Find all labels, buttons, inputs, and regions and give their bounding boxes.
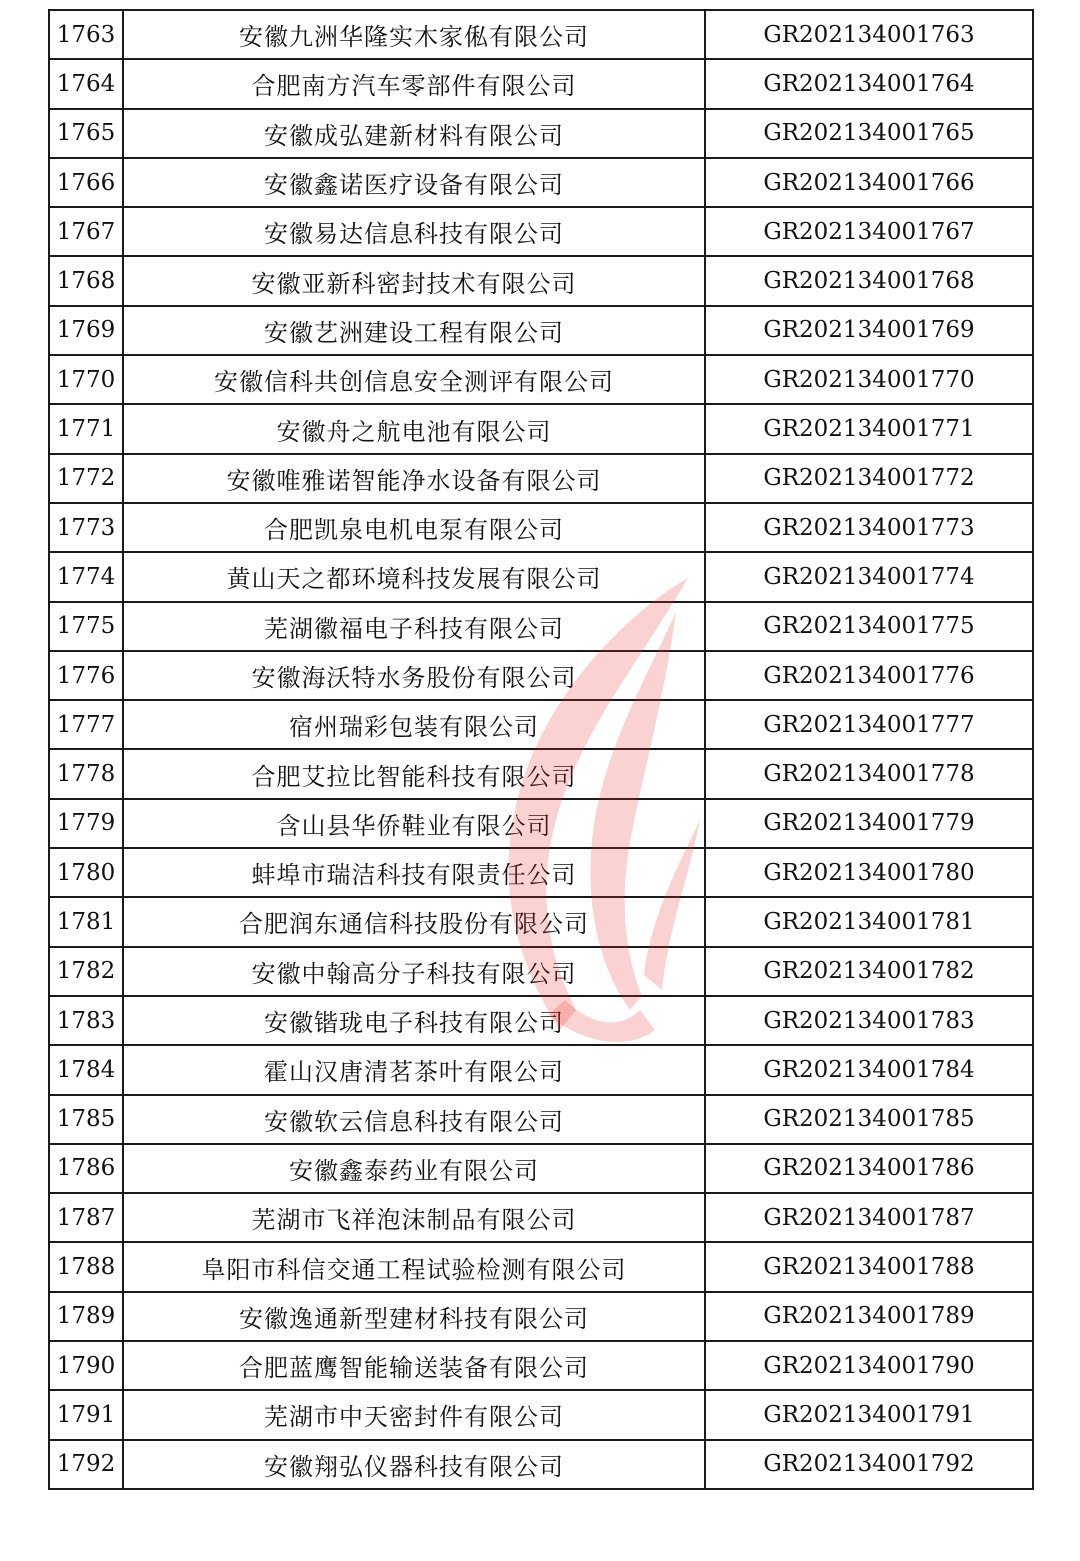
row-number-cell: 1775 — [49, 602, 123, 651]
company-name-cell: 合肥凯泉电机电泵有限公司 — [123, 503, 705, 552]
certificate-code-cell: GR202134001764 — [705, 59, 1033, 108]
table-row — [49, 1045, 1033, 1094]
company-name-cell: 芜湖市飞祥泡沫制品有限公司 — [123, 1193, 705, 1242]
row-number-cell: 1777 — [49, 700, 123, 749]
certificate-code-cell: GR202134001789 — [705, 1292, 1033, 1341]
row-number-cell: 1787 — [49, 1193, 123, 1242]
table-row — [49, 700, 1033, 749]
company-name-cell: 霍山汉唐清茗茶叶有限公司 — [123, 1045, 705, 1094]
row-number-cell: 1765 — [49, 109, 123, 158]
row-number-cell: 1788 — [49, 1242, 123, 1291]
certificate-code-cell: GR202134001783 — [705, 996, 1033, 1045]
certificate-code-cell: GR202134001766 — [705, 158, 1033, 207]
row-number-cell: 1781 — [49, 897, 123, 946]
row-number-cell: 1779 — [49, 799, 123, 848]
row-number-cell: 1791 — [49, 1390, 123, 1439]
table-row — [49, 1095, 1033, 1144]
row-number-cell: 1766 — [49, 158, 123, 207]
company-name-cell: 安徽成弘建新材料有限公司 — [123, 109, 705, 158]
certificate-code-cell: GR202134001769 — [705, 306, 1033, 355]
company-name-cell: 合肥润东通信科技股份有限公司 — [123, 897, 705, 946]
company-name-cell: 安徽中翰高分子科技有限公司 — [123, 947, 705, 996]
certificate-code-cell: GR202134001787 — [705, 1193, 1033, 1242]
table-row — [49, 1390, 1033, 1439]
table-row — [49, 1341, 1033, 1390]
table-row — [49, 897, 1033, 946]
row-number-cell: 1790 — [49, 1341, 123, 1390]
company-name-cell: 安徽鑫诺医疗设备有限公司 — [123, 158, 705, 207]
table-row — [49, 799, 1033, 848]
certificate-code-cell: GR202134001778 — [705, 749, 1033, 798]
certificate-code-cell: GR202134001791 — [705, 1390, 1033, 1439]
certificate-code-cell: GR202134001773 — [705, 503, 1033, 552]
table-row — [49, 355, 1033, 404]
table-row — [49, 207, 1033, 256]
row-number-cell: 1764 — [49, 59, 123, 108]
company-name-cell: 安徽九洲华隆实木家俬有限公司 — [123, 10, 705, 59]
certificate-code-cell: GR202134001786 — [705, 1144, 1033, 1193]
table-row — [49, 404, 1033, 453]
certificate-code-cell: GR202134001768 — [705, 256, 1033, 305]
certificate-code-cell: GR202134001780 — [705, 848, 1033, 897]
company-name-cell: 芜湖徽福电子科技有限公司 — [123, 602, 705, 651]
certificate-code-cell: GR202134001770 — [705, 355, 1033, 404]
table-row — [49, 306, 1033, 355]
row-number-cell: 1785 — [49, 1095, 123, 1144]
company-name-cell: 合肥南方汽车零部件有限公司 — [123, 59, 705, 108]
table-row — [49, 651, 1033, 700]
company-name-cell: 安徽软云信息科技有限公司 — [123, 1095, 705, 1144]
row-number-cell: 1773 — [49, 503, 123, 552]
certificate-code-cell: GR202134001774 — [705, 552, 1033, 601]
company-name-cell: 芜湖市中天密封件有限公司 — [123, 1390, 705, 1439]
table-row — [49, 996, 1033, 1045]
table-row — [49, 10, 1033, 59]
certificate-code-cell: GR202134001784 — [705, 1045, 1033, 1094]
certificate-code-cell: GR202134001777 — [705, 700, 1033, 749]
company-name-cell: 蚌埠市瑞洁科技有限责任公司 — [123, 848, 705, 897]
row-number-cell: 1784 — [49, 1045, 123, 1094]
company-name-cell: 宿州瑞彩包装有限公司 — [123, 700, 705, 749]
row-number-cell: 1774 — [49, 552, 123, 601]
certificate-code-cell: GR202134001767 — [705, 207, 1033, 256]
row-number-cell: 1767 — [49, 207, 123, 256]
table-row — [49, 602, 1033, 651]
company-name-cell: 安徽海沃特水务股份有限公司 — [123, 651, 705, 700]
company-list-sheet — [48, 9, 1032, 1490]
row-number-cell: 1776 — [49, 651, 123, 700]
certificate-code-cell: GR202134001763 — [705, 10, 1033, 59]
company-name-cell: 安徽唯雅诺智能净水设备有限公司 — [123, 454, 705, 503]
certificate-code-cell: GR202134001776 — [705, 651, 1033, 700]
row-number-cell: 1789 — [49, 1292, 123, 1341]
table-row — [49, 503, 1033, 552]
company-name-cell: 合肥蓝鹰智能输送装备有限公司 — [123, 1341, 705, 1390]
certificate-code-cell: GR202134001788 — [705, 1242, 1033, 1291]
row-number-cell: 1763 — [49, 10, 123, 59]
table-row — [49, 749, 1033, 798]
company-name-cell: 黄山天之都环境科技发展有限公司 — [123, 552, 705, 601]
row-number-cell: 1772 — [49, 454, 123, 503]
company-name-cell: 安徽逸通新型建材科技有限公司 — [123, 1292, 705, 1341]
company-table-body — [49, 10, 1033, 1489]
row-number-cell: 1786 — [49, 1144, 123, 1193]
table-row — [49, 158, 1033, 207]
row-number-cell: 1783 — [49, 996, 123, 1045]
company-name-cell: 合肥艾拉比智能科技有限公司 — [123, 749, 705, 798]
company-name-cell: 阜阳市科信交通工程试验检测有限公司 — [123, 1242, 705, 1291]
certificate-code-cell: GR202134001785 — [705, 1095, 1033, 1144]
company-name-cell: 安徽易达信息科技有限公司 — [123, 207, 705, 256]
certificate-code-cell: GR202134001772 — [705, 454, 1033, 503]
table-row — [49, 947, 1033, 996]
certificate-code-cell: GR202134001782 — [705, 947, 1033, 996]
table-row — [49, 454, 1033, 503]
table-row — [49, 1242, 1033, 1291]
row-number-cell: 1768 — [49, 256, 123, 305]
company-name-cell: 安徽信科共创信息安全测评有限公司 — [123, 355, 705, 404]
certificate-code-cell: GR202134001781 — [705, 897, 1033, 946]
certificate-code-cell: GR202134001765 — [705, 109, 1033, 158]
row-number-cell: 1770 — [49, 355, 123, 404]
table-row — [49, 59, 1033, 108]
row-number-cell: 1778 — [49, 749, 123, 798]
table-row — [49, 1193, 1033, 1242]
table-row — [49, 848, 1033, 897]
row-number-cell: 1769 — [49, 306, 123, 355]
row-number-cell: 1780 — [49, 848, 123, 897]
table-row — [49, 256, 1033, 305]
certificate-code-cell: GR202134001792 — [705, 1440, 1033, 1489]
company-name-cell: 安徽翔弘仪器科技有限公司 — [123, 1440, 705, 1489]
certificate-code-cell: GR202134001790 — [705, 1341, 1033, 1390]
table-row — [49, 1292, 1033, 1341]
company-name-cell: 安徽鑫泰药业有限公司 — [123, 1144, 705, 1193]
row-number-cell: 1792 — [49, 1440, 123, 1489]
certificate-code-cell: GR202134001775 — [705, 602, 1033, 651]
table-row — [49, 552, 1033, 601]
table-row — [49, 1440, 1033, 1489]
company-name-cell: 安徽锴珑电子科技有限公司 — [123, 996, 705, 1045]
company-name-cell: 含山县华侨鞋业有限公司 — [123, 799, 705, 848]
company-table — [48, 9, 1034, 1490]
company-name-cell: 安徽艺洲建设工程有限公司 — [123, 306, 705, 355]
company-name-cell: 安徽舟之航电池有限公司 — [123, 404, 705, 453]
company-name-cell: 安徽亚新科密封技术有限公司 — [123, 256, 705, 305]
row-number-cell: 1782 — [49, 947, 123, 996]
certificate-code-cell: GR202134001779 — [705, 799, 1033, 848]
table-row — [49, 1144, 1033, 1193]
row-number-cell: 1771 — [49, 404, 123, 453]
table-row — [49, 109, 1033, 158]
certificate-code-cell: GR202134001771 — [705, 404, 1033, 453]
